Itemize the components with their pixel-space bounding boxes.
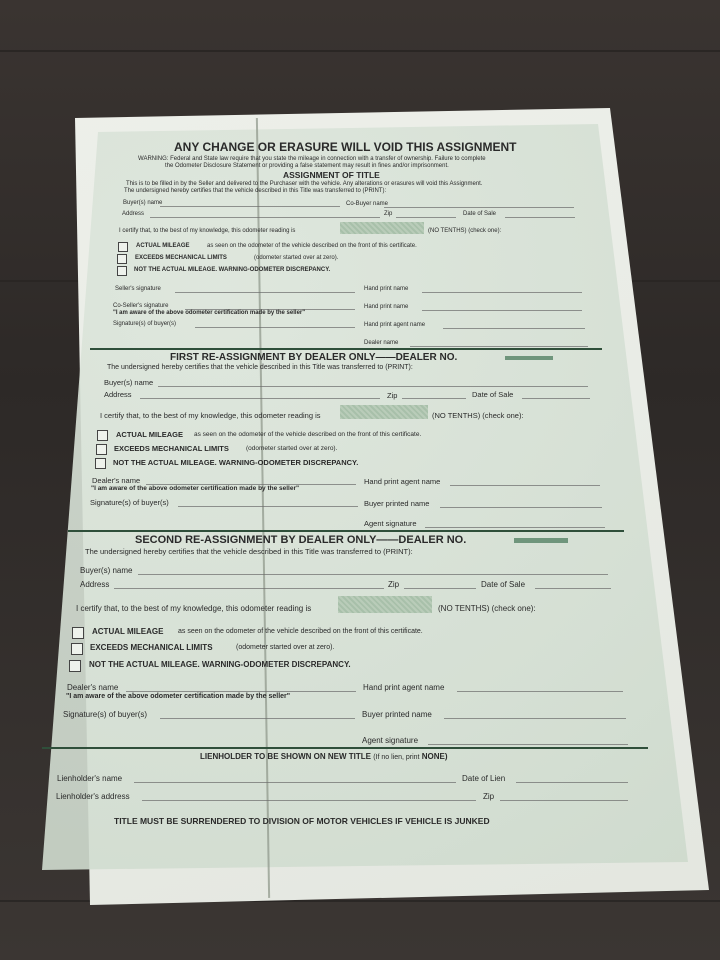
lien-date-label: Date of Lien [462, 774, 506, 783]
first-buyer-label: Buyer(s) name [104, 378, 154, 387]
opt-actual-label: ACTUAL MILEAGE [136, 243, 190, 249]
second-address-line[interactable] [114, 588, 384, 589]
opt-exceeds-desc: (odometer started over at zero). [254, 255, 339, 261]
hand-print-2-line[interactable] [422, 310, 582, 311]
buyer-label: Buyer(s) name [123, 200, 163, 206]
lien-name-line[interactable] [134, 782, 456, 783]
first-dealer-name-label: Dealer's name [92, 476, 141, 485]
first-opt-actual-label: ACTUAL MILEAGE [116, 430, 183, 439]
first-opt-exceeds-label: EXCEEDS MECHANICAL LIMITS [114, 444, 229, 453]
second-aware-text: "I am aware of the above odometer certification made by the seller" [66, 693, 291, 700]
first-address-line[interactable] [140, 398, 380, 399]
second-agent-sig-line[interactable] [428, 744, 628, 745]
address-line[interactable] [150, 217, 380, 218]
first-zip-label: Zip [387, 391, 398, 400]
second-checkbox-exceeds[interactable] [71, 643, 83, 655]
first-agent-sig-line[interactable] [425, 527, 605, 528]
second-opt-exceeds-desc: (odometer started over at zero). [236, 644, 335, 651]
first-buyer-sig-line[interactable] [178, 506, 358, 507]
checkbox-actual-mileage[interactable] [118, 242, 128, 252]
first-heading: FIRST RE-ASSIGNMENT BY DEALER ONLY——DEALER NO. [170, 352, 458, 363]
hand-print-2-label: Hand print name [364, 304, 409, 310]
first-date-label: Date of Sale [472, 390, 514, 399]
hand-print-agent-line[interactable] [443, 328, 585, 329]
second-checkbox-actual[interactable] [72, 627, 84, 639]
second-date-line[interactable] [535, 588, 611, 589]
tenths-text: (NO TENTHS) (check one): [428, 228, 502, 234]
second-zip-line[interactable] [404, 588, 476, 589]
first-agent-sig-label: Agent signature [364, 519, 417, 528]
second-address-label: Address [80, 580, 110, 589]
second-tenths-text: (NO TENTHS) (check one): [438, 604, 536, 613]
second-heading: SECOND RE-ASSIGNMENT BY DEALER ONLY——DEALER NO. [135, 534, 467, 546]
second-opt-exceeds-label: EXCEEDS MECHANICAL LIMITS [90, 643, 213, 652]
first-tenths-text: (NO TENTHS) (check one): [432, 411, 524, 420]
first-opt-not-actual-label: NOT THE ACTUAL MILEAGE. WARNING-ODOMETER DISCREPANCY. [113, 458, 359, 467]
seller-sig-label: Seller's signature [115, 286, 161, 292]
second-dealer-name-line[interactable] [126, 691, 356, 692]
second-checkbox-not-actual[interactable] [69, 660, 81, 672]
lien-heading-none: NONE) [421, 752, 448, 761]
hand-print-agent-label: Hand print agent name [364, 322, 426, 328]
first-checkbox-exceeds[interactable] [96, 444, 107, 455]
first-checkbox-actual[interactable] [97, 430, 108, 441]
second-buyer-label: Buyer(s) name [80, 566, 133, 575]
second-zip-label: Zip [388, 580, 400, 589]
second-hand-agent-label: Hand print agent name [363, 683, 445, 692]
second-agent-sig-label: Agent signature [362, 736, 419, 745]
first-aware-text: "I am aware of the above odometer certification made by the seller" [91, 485, 300, 492]
hand-print-1-line[interactable] [422, 292, 582, 293]
lien-zip-line[interactable] [500, 800, 628, 801]
lien-address-line[interactable] [142, 800, 476, 801]
lien-heading-row [200, 753, 448, 761]
first-address-label: Address [104, 390, 132, 399]
second-dealer-no-field[interactable] [514, 538, 568, 543]
first-zip-line[interactable] [402, 398, 466, 399]
checkbox-not-actual[interactable] [117, 266, 127, 276]
first-certify-text: I certify that, to the best of my knowledge, this odometer reading is [100, 411, 321, 420]
assignment-heading: ASSIGNMENT OF TITLE [283, 170, 380, 180]
date-label: Date of Sale [463, 211, 497, 217]
second-buyer-print-line[interactable] [444, 718, 626, 719]
second-buyer-print-label: Buyer printed name [362, 710, 432, 719]
assignment-intro-1: This is to be filled in by the Seller and delivered to the Purchaser with the vehicle. Any alterations or erasures will void this Assignment. [126, 181, 483, 187]
aware-text: "I am aware of the above odometer certification made by the seller" [113, 310, 306, 316]
opt-exceeds-label: EXCEEDS MECHANICAL LIMITS [135, 255, 227, 261]
dealer-name-line[interactable] [410, 346, 588, 347]
lien-date-line[interactable] [516, 782, 628, 783]
odometer-field[interactable] [340, 222, 424, 234]
second-opt-not-actual-label: NOT THE ACTUAL MILEAGE. WARNING-ODOMETER DISCREPANCY. [89, 660, 351, 669]
second-intro: The undersigned hereby certifies that the vehicle described in this Title was transferred to (PRINT): [85, 547, 413, 556]
lien-address-label: Lienholder's address [56, 792, 130, 801]
second-buyer-line[interactable] [138, 574, 608, 575]
first-checkbox-not-actual[interactable] [95, 458, 106, 469]
second-date-label: Date of Sale [481, 580, 526, 589]
second-opt-actual-label: ACTUAL MILEAGE [92, 627, 164, 636]
buyer-sig-line[interactable] [195, 327, 355, 328]
lien-heading-note: (If no lien, print [373, 754, 420, 761]
second-odometer-field[interactable] [338, 596, 432, 613]
date-line[interactable] [505, 217, 575, 218]
lien-name-label: Lienholder's name [57, 774, 123, 783]
first-opt-exceeds-desc: (odometer started over at zero). [246, 445, 338, 452]
first-intro: The undersigned hereby certifies that the vehicle described in this Title was transferred to (PRINT): [107, 364, 413, 371]
opt-actual-desc: as seen on the odometer of the vehicle described on the front of this certificate. [207, 243, 417, 249]
hand-print-1-label: Hand print name [364, 286, 409, 292]
warning-line-1: WARNING: Federal and State law require that you state the mileage in connection with a transfer of ownership. Failure to complete [138, 156, 486, 162]
footer-notice: TITLE MUST BE SURRENDERED TO DIVISION OF MOTOR VEHICLES IF VEHICLE IS JUNKED [114, 816, 490, 826]
lien-zip-label: Zip [483, 792, 495, 801]
first-buyer-print-label: Buyer printed name [364, 499, 430, 508]
second-opt-actual-desc: as seen on the odometer of the vehicle described on the front of this certificate. [178, 628, 423, 635]
cobuyer-line[interactable] [384, 207, 574, 208]
second-hand-agent-line[interactable] [457, 691, 623, 692]
lien-section-rule [42, 747, 648, 749]
zip-label: Zip [384, 211, 393, 217]
first-odometer-field[interactable] [340, 405, 428, 419]
first-buyer-print-line[interactable] [440, 507, 602, 508]
seller-sig-line[interactable] [175, 292, 355, 293]
checkbox-exceeds-limits[interactable] [117, 254, 127, 264]
coseller-sig-label: Co-Seller's signature [113, 303, 169, 309]
cobuyer-label: Co-Buyer name [346, 201, 389, 207]
second-dealer-name-label: Dealer's name [67, 683, 119, 692]
first-dealer-no-field[interactable] [505, 356, 553, 360]
first-opt-actual-desc: as seen on the odometer of the vehicle described on the front of this certificate. [194, 431, 422, 438]
second-section-rule [68, 530, 624, 532]
first-section-rule [90, 348, 602, 350]
first-buyer-line[interactable] [158, 386, 588, 387]
second-buyer-sig-label: Signature(s) of buyer(s) [63, 710, 148, 719]
buyer-line[interactable] [160, 206, 340, 207]
warning-line-2: the Odometer Disclosure Statement or providing a false statement may result in fines and/or imprisonment. [165, 163, 449, 169]
first-hand-agent-label: Hand print agent name [364, 477, 441, 486]
second-certify-text: I certify that, to the best of my knowledge, this odometer reading is [76, 604, 312, 613]
lien-heading: LIENHOLDER TO BE SHOWN ON NEW TITLE [200, 752, 371, 761]
certify-text: I certify that, to the best of my knowledge, this odometer reading is [119, 228, 296, 234]
zip-line[interactable] [396, 217, 456, 218]
first-date-line[interactable] [522, 398, 590, 399]
address-label: Address [122, 211, 145, 217]
buyer-sig-label: Signature(s) of buyer(s) [113, 321, 177, 327]
second-buyer-sig-line[interactable] [160, 718, 355, 719]
first-hand-agent-line[interactable] [450, 485, 600, 486]
dealer-name-label: Dealer name [364, 340, 399, 346]
opt-not-actual-label: NOT THE ACTUAL MILEAGE. WARNING-ODOMETER DISCREPANCY. [134, 267, 331, 273]
assignment-intro-2: The undersigned hereby certifies that the vehicle described in this Title was transferred to (PRINT): [124, 188, 387, 194]
page-title: ANY CHANGE OR ERASURE WILL VOID THIS ASSIGNMENT [174, 140, 517, 154]
first-buyer-sig-label: Signature(s) of buyer(s) [90, 498, 169, 507]
